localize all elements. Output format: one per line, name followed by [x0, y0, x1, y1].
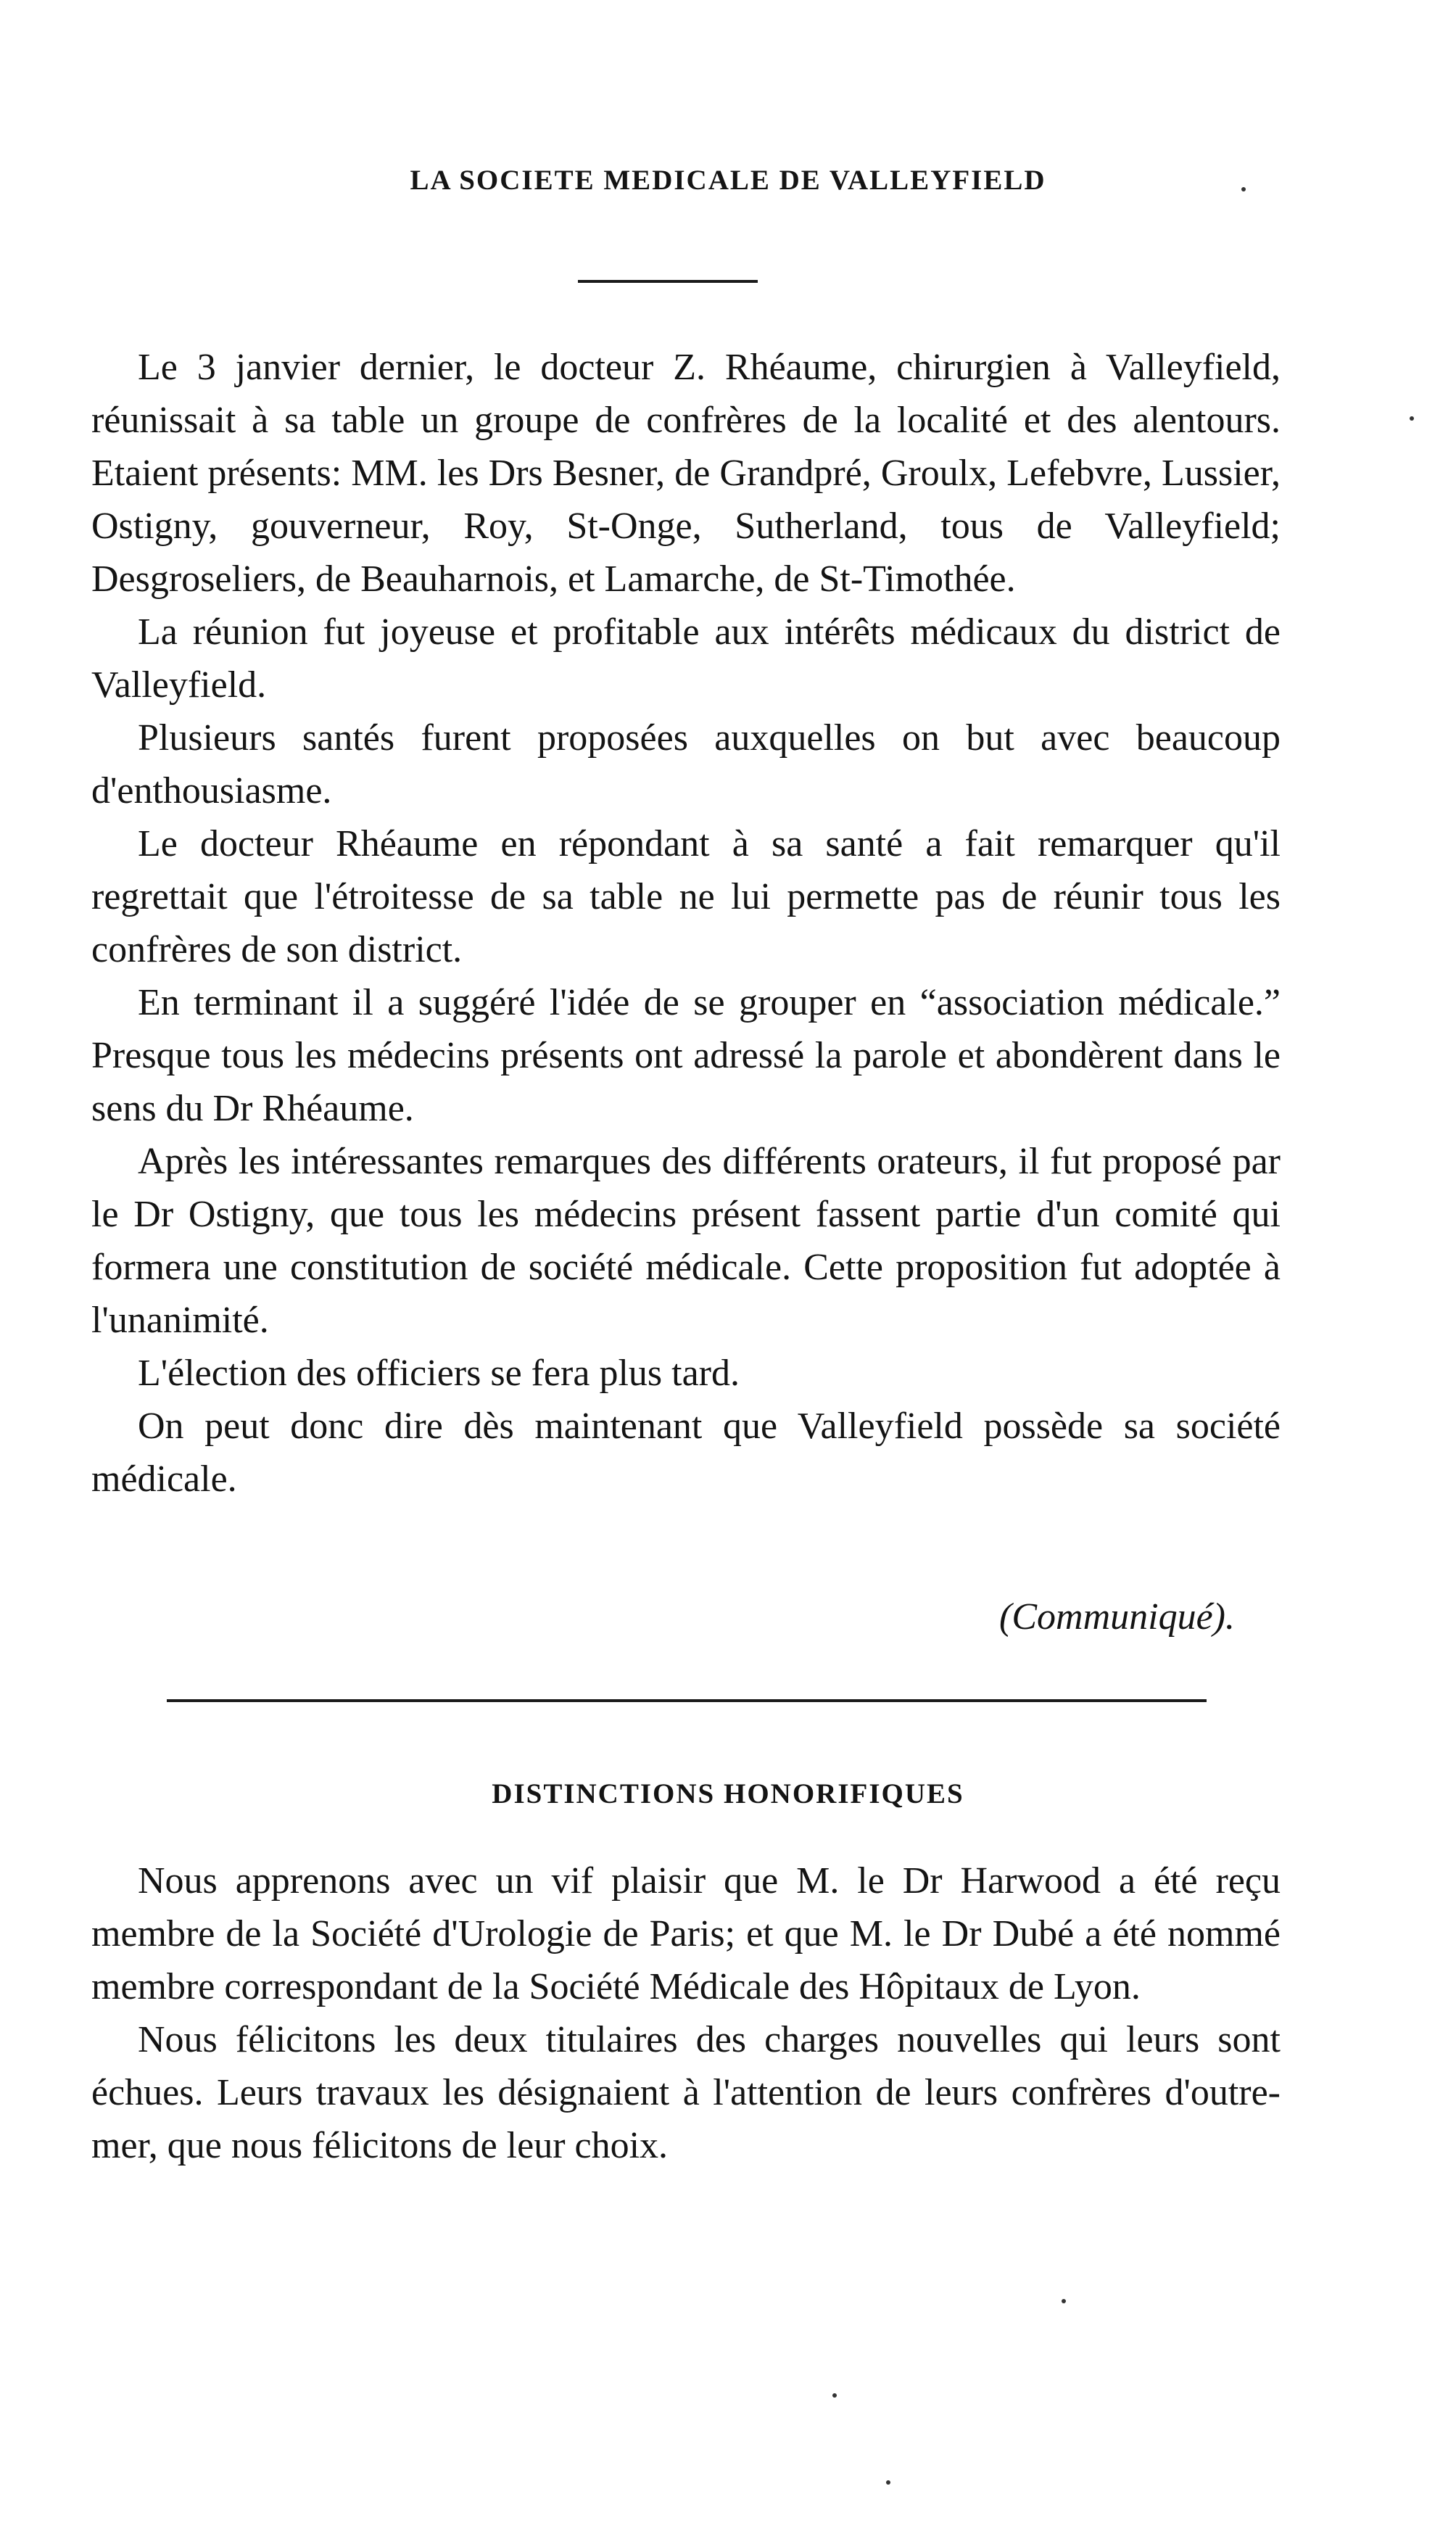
- section-title-societe-medicale: LA SOCIETE MEDICALE DE VALLEYFIELD: [410, 165, 1046, 196]
- stray-mark: [1062, 2299, 1066, 2303]
- paragraph: Le 3 janvier dernier, le docteur Z. Rhéaume, chirurgien à Valleyfield, réunissait à sa table un groupe de confrères de la localité et des alentours. Etaient présents: MM. les Drs Besner, de Grandpré, Groulx, Lefebvre, Lussier, Ostigny, gouverneur, Roy, St-Onge, Sutherland, tous de Valleyfield; Desgroseliers, de Beauharnois, et Lamarche, de St-Timothée.: [91, 347, 1281, 600]
- paragraph: Plusieurs santés furent proposées auxquelles on but avec beaucoup d'enthousiasme.: [91, 717, 1281, 812]
- section-title-distinctions: DISTINCTIONS HONORIFIQUES: [492, 1778, 964, 1809]
- article-societe-medicale: [91, 341, 1281, 1506]
- stray-mark: [1410, 416, 1414, 421]
- paragraph: La réunion fut joyeuse et profitable aux intérêts médicaux du district de Valleyfield.: [91, 611, 1281, 706]
- paragraph: Après les intéressantes remarques des différents orateurs, il fut proposé par le Dr Ostigny, que tous les médecins présent fassent partie d'un comité qui formera une constitution de société médicale. Cette proposition fut adoptée à l'unanimité.: [91, 1141, 1281, 1341]
- stray-mark: [832, 2393, 837, 2398]
- title-divider: [578, 280, 758, 283]
- paragraph: Le docteur Rhéaume en répondant à sa santé a fait remarquer qu'il regrettait que l'étroitesse de sa table ne lui permette pas de réunir tous les confrères de son district.: [91, 823, 1281, 970]
- stray-mark: [1241, 187, 1246, 191]
- paragraph: Nous félicitons les deux titulaires des charges nouvelles qui leurs sont échues. Leurs travaux les désignaient à l'attention de leurs confrères d'outre-mer, que nous félicitons de leur choix.: [91, 2019, 1281, 2166]
- paragraph: On peut donc dire dès maintenant que Valleyfield possède sa société médicale.: [91, 1405, 1281, 1500]
- paragraph: L'élection des officiers se fera plus tard.: [138, 1353, 740, 1394]
- article-distinctions: [91, 1854, 1281, 2172]
- paragraph: En terminant il a suggéré l'idée de se grouper en “association médicale.” Presque tous les médecins présents ont adressé la parole et abondèrent dans le sens du Dr Rhéaume.: [91, 982, 1281, 1129]
- paragraph: Nous apprenons avec un vif plaisir que M. le Dr Harwood a été reçu membre de la Société d'Urologie de Paris; et que M. le Dr Dubé a été nommé membre correspondant de la Société Médicale des Hôpitaux de Lyon.: [91, 1860, 1281, 2007]
- article-signature: (Communiqué).: [999, 1596, 1235, 1638]
- stray-mark: [886, 2480, 890, 2485]
- section-divider: [167, 1699, 1207, 1702]
